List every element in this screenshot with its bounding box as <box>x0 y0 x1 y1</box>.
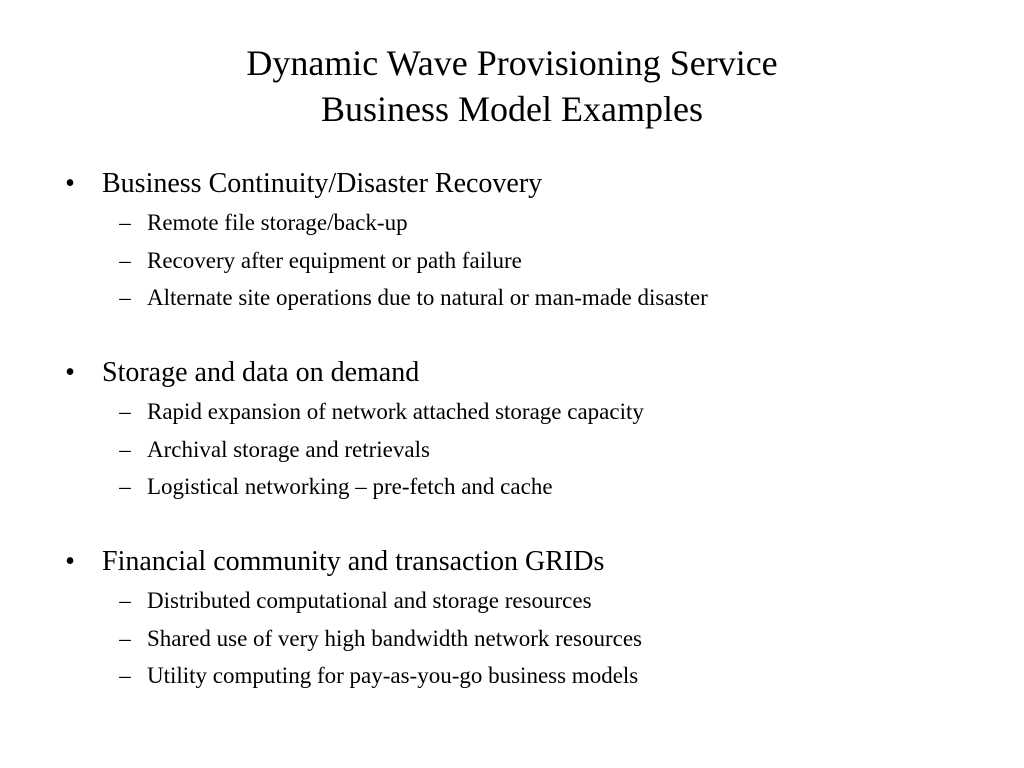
title-line-2: Business Model Examples <box>321 89 703 129</box>
sub-bullet-item <box>0 431 1024 469</box>
bullet-dot-icon: • <box>65 357 75 388</box>
dash-icon: – <box>119 399 131 424</box>
title-line-1: Dynamic Wave Provisioning Service <box>246 43 778 83</box>
slide-title <box>0 40 1024 132</box>
sub-bullet-item <box>0 204 1024 242</box>
bullet-section-financial-grids <box>0 542 1024 695</box>
sub-bullet-text: Shared use of very high bandwidth network resources <box>147 625 643 651</box>
sub-bullet-text: Rapid expansion of network attached storage capacity <box>147 399 644 424</box>
bullet-section-storage-on-demand <box>0 353 1024 506</box>
dash-icon: – <box>119 474 131 499</box>
sub-bullet-item <box>0 582 1024 620</box>
dash-icon: – <box>119 247 131 273</box>
sub-bullet-text: Distributed computational and storage resources <box>147 588 592 613</box>
bullet-text: Storage and data on demand <box>102 357 420 388</box>
sub-bullet-item <box>0 620 1024 658</box>
bullet-text: Business Continuity/Disaster Recovery <box>102 168 543 199</box>
sub-bullet-text: Logistical networking – pre-fetch and cache <box>147 474 553 499</box>
dash-icon: – <box>119 285 131 310</box>
dash-icon: – <box>119 436 131 462</box>
bullet-section-business-continuity <box>0 164 1024 317</box>
sub-bullet-text: Recovery after equipment or path failure <box>147 247 522 273</box>
bullet-item <box>0 353 1024 393</box>
bullet-item <box>0 542 1024 582</box>
bullet-dot-icon: • <box>65 168 75 199</box>
bullet-dot-icon: • <box>65 546 75 577</box>
sub-bullet-item <box>0 393 1024 431</box>
sub-bullet-item <box>0 468 1024 506</box>
sub-bullet-text: Utility computing for pay-as-you-go business models <box>147 663 639 688</box>
dash-icon: – <box>119 588 131 613</box>
sub-bullet-text: Remote file storage/back-up <box>147 210 408 235</box>
dash-icon: – <box>119 210 131 235</box>
sub-bullet-item <box>0 657 1024 695</box>
bullet-text: Financial community and transaction GRIDs <box>102 546 605 577</box>
dash-icon: – <box>119 625 131 651</box>
bullet-item <box>0 164 1024 204</box>
sub-bullet-item <box>0 279 1024 317</box>
sub-bullet-text: Alternate site operations due to natural or man-made disaster <box>147 285 708 310</box>
sub-bullet-item <box>0 242 1024 280</box>
sub-bullet-text: Archival storage and retrievals <box>147 436 430 462</box>
dash-icon: – <box>119 663 131 688</box>
